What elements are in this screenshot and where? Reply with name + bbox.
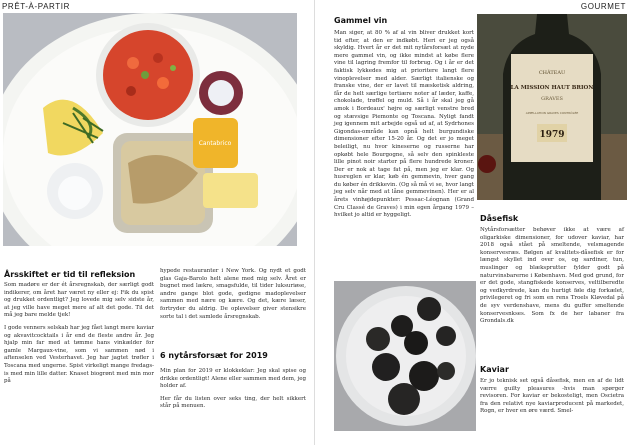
article-2-paragraph: hypede restauranter i New York. Og nydt et godt glas Gaja-Barolo helt alene med mig selv. Året er bugnet med lækre, smagsfulde, til tider luksuriøse, andre gange blot gode, gedigne madoplevelser sammen med nære og kære. Og det, kære læser, fortryder du aldrig. De oplevelser giver stensikre sorte tal i det samlede årsregnskab. bbox=[160, 268, 306, 320]
article-3-paragraph: Man siger, at 80 % af al vin bliver drukket kort tid efter, at den er indkøbt. Heri er jeg også skyldig. Hvert år er det mit nytårsforsæt at nyde mere gammel vin, og ikke mindst at købe flere vine til lagring fremfor til forbrug. Og i år er det faktisk lykkedes mig at prioritere langt flere vinoplevelser med alder. Særligt italienske og franske vine, der er lavet til mæsketisk aldring, får de helt særlige tertiære noter af læder, kaffe, chokolade, trøffel og muld. Så i år skal jeg gå amok i Bordeaux' højre og særligt venstre bred og stævsige Piemonte og Toscana. Nyligt fandt jeg igennem mit arbejde også ud af, at Sydrhones Gigondas-område kan opnå helt burgundiske dimensioner efter 15-20 år. Og det er jo meget beleiligt, nu hvor kineserne og russerne har opkøbt hele Bourgogne, så selv den spinkleste lille pinot noir starter på flere hundrede kroner. Der er nok at tage fat på, men jeg er klar. Og husreglen er klar, køb én gemmevin, hver gang du køber én drikkevin. (Og så må vi se, hvor langt jeg selv når med at låne gemmevinen). Her er al årets vinhøjdepunkter: Pessac-Léognan (Grand Cru Classé de Graves) i min egen årgang 1979 – hvilket jo altid er hyggeligt. bbox=[334, 30, 474, 219]
label-vintage: 1979 bbox=[539, 130, 565, 140]
article-4-body bbox=[480, 227, 624, 331]
article-4-paragraph: Nytårsforsætter behøver ikke at være af oligarkiske dimensioner, for udover kaviar, har 2018 også stået på smeltende, velsmagende konservesræs. Bølgen af kvalitets-dåsefisk er for længst skyllet ind over os, og sardiner, tun, muslinger og blæksprutter fylder godt på naturvinsbarerne i København. Med god grund, for er det gode, stangfiskede konserves, veltilberedte og vedkyrdrede, kan du hurtigt føle dig forkælet, privilegeret og fri som en rens Troels Kløvedal på de syv verdenshave, mens du guffer smeltende konservesnkses. Som fx de her labaner fra Grondals.dk bbox=[480, 227, 624, 325]
section-header-left: PRÊT-À-PARTIR bbox=[2, 2, 70, 11]
article-1-paragraph: Som madøre er der ét årsregnskab, der særligt godt indikerer, om året har været ny eller ej: Fik du spist og drukket ordentligt? Jeg lovede mig selv sidste år, at jeg ville have meget mere af alt det gode. Til det må jeg bare melde tjek! bbox=[4, 282, 154, 319]
label-chateau: CHÂTEAU bbox=[538, 70, 566, 76]
article-5-title: Kaviar bbox=[480, 365, 509, 374]
article-2-paragraph: Min plan for 2019 er klokkeklar: Jeg skal spise og drikke ordentligt! Alene eller sammen med dem, jeg holder af. bbox=[160, 368, 306, 390]
wine-glass bbox=[478, 155, 496, 173]
truffles-photo bbox=[334, 281, 476, 431]
article-5-paragraph: Er jo teknisk set også dåsefisk, men en af de lidt værre guilty pleasures -hvis man spørger revisoren. For kaviar er bekosteligt, men Oscietra fra den relativt nye kaviarproducent på markedet, Rogn, er hver en øre værd. Smel- bbox=[480, 378, 624, 415]
label-name: LA MISSION HAUT BRION bbox=[510, 85, 594, 91]
section-header-right: GOURMET bbox=[580, 2, 626, 11]
article-2-title: 6 nytårsforsæt for 2019 bbox=[160, 351, 268, 360]
label-region: GRAVES bbox=[541, 96, 563, 102]
article-1-body bbox=[4, 282, 154, 391]
article-3-body bbox=[334, 30, 474, 225]
truffles-illustration bbox=[334, 281, 476, 431]
article-2-paragraph: Her får du listen over seks ting, der helt sikkert står på menuen. bbox=[160, 395, 306, 410]
label-appellation: APPELLATION GRAVES CONTRÔLÉE bbox=[525, 111, 579, 115]
tapas-platter-photo bbox=[3, 13, 297, 246]
page-fold bbox=[314, 0, 315, 445]
article-5-body bbox=[480, 378, 624, 421]
tin-label-text: Cantabrico bbox=[198, 140, 232, 147]
article-2-continued bbox=[160, 268, 306, 326]
butter bbox=[203, 173, 258, 208]
article-1-title: Årsskiftet er tid til refleksion bbox=[4, 270, 136, 279]
wine-bottle-photo bbox=[477, 14, 627, 200]
tapas-illustration bbox=[3, 13, 297, 246]
wine-bottle-illustration bbox=[477, 14, 627, 200]
truffle bbox=[417, 297, 441, 321]
article-3-title: Gammel vin bbox=[334, 16, 388, 25]
article-1-paragraph: I gode venners selskab har jeg fået langt mere kaviar og akvavitcocktails i år end de fleste andre år. Jeg hjalp min far med at tømme hans vinkælder for gamle Margaux-vine, som vi sammen nød i aftenselen ved Vesterhavet. Jeg har jagtet trøfler i Toscana med ungerne. Spist virkeligt mange fredags-is med min lille datter. Knaset biogrønt med min mor på bbox=[4, 324, 154, 385]
article-2-body bbox=[160, 368, 306, 416]
article-4-title: Dåsefisk bbox=[480, 214, 519, 223]
